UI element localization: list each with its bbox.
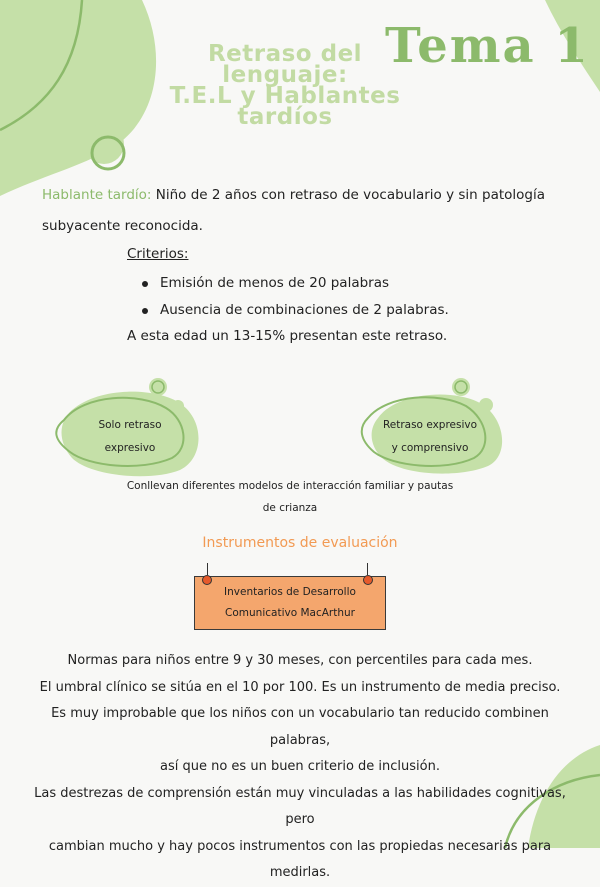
type-expresivo-comprensivo [375, 414, 485, 460]
types-note [110, 475, 470, 519]
subtitle-line: Retraso del [207, 41, 363, 67]
top-circle-filled [84, 124, 124, 164]
closing-line: cambian mucho y hay pocos instrumentos con las propiedas necesarias para medirlas. [48, 838, 552, 880]
closing-line: Normas para niños entre 9 y 30 meses, con percentiles para cada mes. [67, 653, 533, 668]
closing-line: Las destrezas de comprensión están muy vinculadas a las habilidades cognitivas, pero [34, 785, 566, 827]
instrument-name-line: Inventarios de Desarrollo [224, 586, 356, 598]
pin-string-right [367, 563, 368, 575]
right-bubble-2 [479, 398, 493, 412]
pin-string-left [207, 563, 208, 575]
pin-icon [202, 575, 212, 585]
type-label-line: expresivo [104, 442, 156, 454]
types-note-line: Conllevan diferentes modelos de interacción familiar y pautas [126, 480, 454, 492]
subtitle-line: T.E.L y Hablantes [169, 83, 401, 109]
type-label-line: y comprensivo [391, 442, 469, 454]
criterios-list [142, 270, 449, 324]
subtitle [150, 41, 420, 130]
closing-paragraph [30, 648, 570, 887]
instrumentos-title: Instrumentos de evaluación [202, 535, 398, 551]
closing-line: Es muy improbable que los niños con un vocabulario tan reducido combinen palabras, [51, 706, 549, 748]
list-item: Emisión de menos de 20 palabras [142, 270, 449, 297]
subtitle-line: lenguaje: [222, 62, 348, 88]
instrument-name-line: Comunicativo MacArthur [225, 607, 355, 619]
closing-line: así que no es un buen criterio de inclusión. [160, 759, 440, 774]
list-item: Ausencia de combinaciones de 2 palabras. [142, 297, 449, 324]
intro-text: Niño de 2 años con retraso de vocabulario y sin patología subyacente reconocida. [42, 187, 546, 234]
criterios-title: Criterios: [127, 246, 189, 262]
left-bubble-2 [172, 400, 184, 412]
closing-line: El umbral clínico se sitúa en el 10 por 100. Es un instrumento de media preciso. [39, 679, 561, 695]
intro-label: Hablante tardío: [42, 187, 152, 203]
instrument-card [194, 576, 386, 630]
type-label-line: Retraso expresivo [382, 419, 478, 431]
page-title: Tema 1 [385, 18, 590, 74]
intro-paragraph [42, 180, 582, 242]
type-solo-expresivo [75, 414, 185, 460]
type-label-line: Solo retraso [98, 419, 162, 431]
pin-icon [363, 575, 373, 585]
prevalence-statement: A esta edad un 13-15% presentan este retraso. [127, 328, 448, 344]
types-note-line: de crianza [262, 502, 318, 514]
subtitle-line: tardíos [237, 104, 333, 130]
